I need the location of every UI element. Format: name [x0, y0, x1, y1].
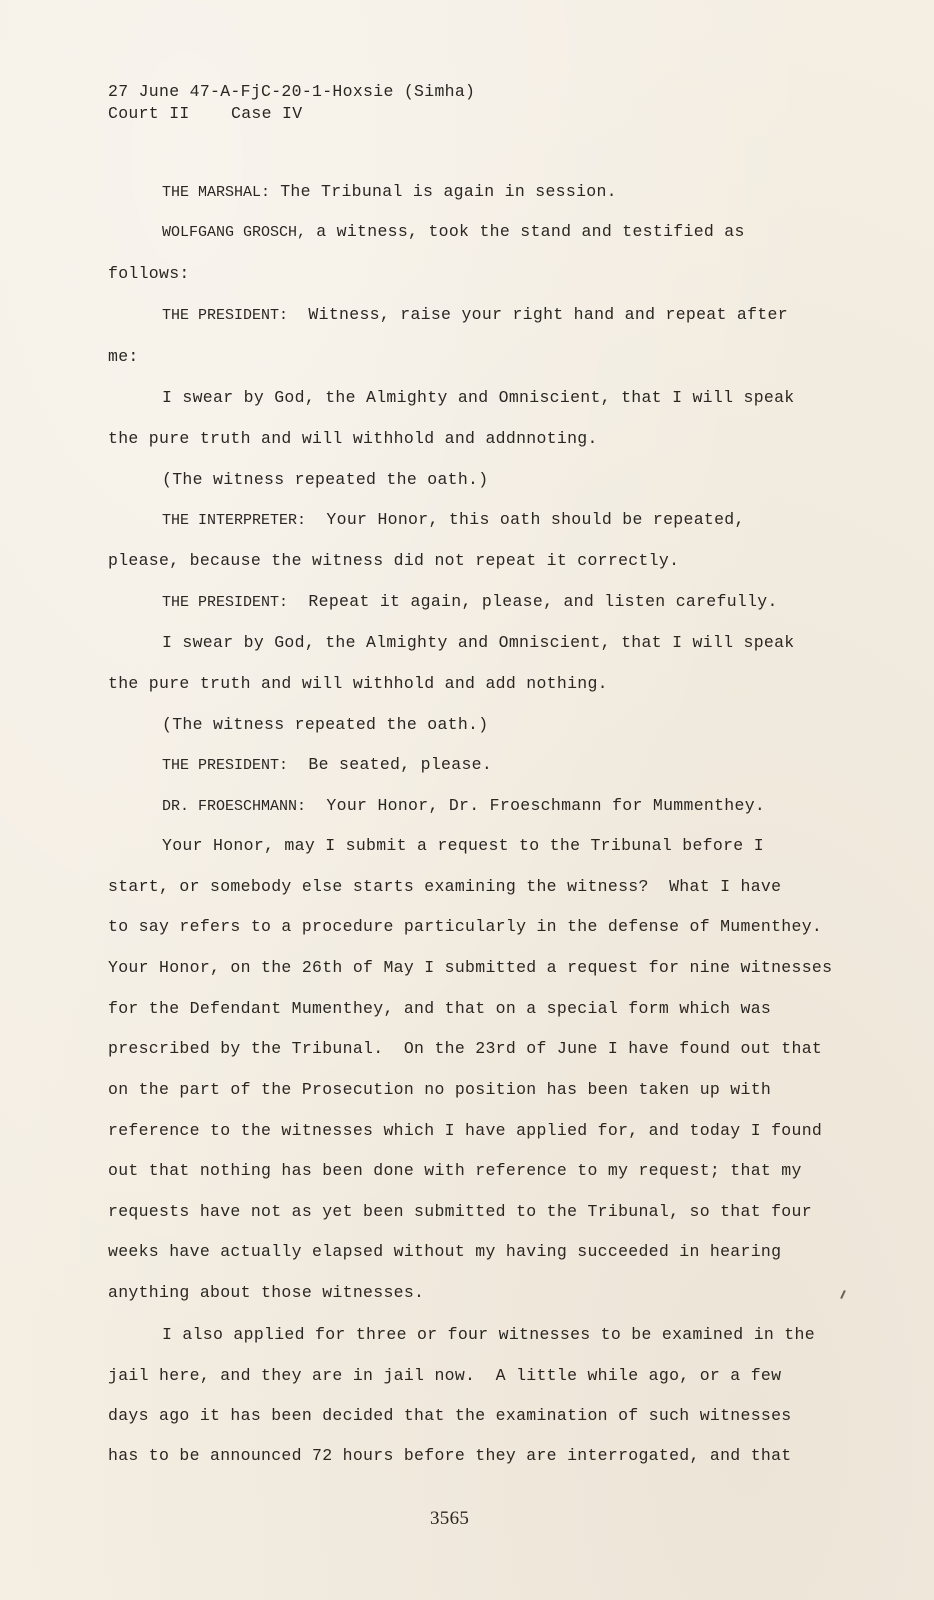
line-text: prescribed by the Tribunal. On the 23rd of June I have found out that	[108, 1039, 823, 1058]
line-text: requests have not as yet been submitted to the Tribunal, so that four	[108, 1202, 812, 1221]
line-text: (The witness repeated the oath.)	[162, 470, 489, 489]
transcript-line	[162, 796, 765, 817]
line-text: Your Honor, Dr. Froeschmann for Mummenthey.	[306, 796, 766, 815]
pen-mark	[840, 1290, 846, 1299]
line-text: Be seated, please.	[288, 755, 493, 774]
transcript-line	[162, 1325, 815, 1346]
transcript-line	[108, 1080, 771, 1101]
line-text: anything about those witnesses.	[108, 1283, 425, 1302]
line-text: Your Honor, may I submit a request to the Tribunal before I	[162, 836, 764, 855]
transcript-line	[108, 347, 139, 368]
transcript-line	[108, 1446, 792, 1467]
transcript-line	[108, 1039, 822, 1060]
speaker-label: THE PRESIDENT:	[162, 594, 289, 611]
line-text: reference to the witnesses which I have applied for, and today I found	[108, 1121, 823, 1140]
line-text: for the Defendant Mumenthey, and that on a special form which was	[108, 999, 772, 1018]
line-text: I swear by God, the Almighty and Omniscient, that I will speak	[162, 388, 795, 407]
line-text: please, because the witness did not repeat it correctly.	[108, 551, 680, 570]
header-line-1: 27 June 47-A-FjC-20-1-Hoxsie (Simha)	[108, 82, 476, 101]
line-text: the pure truth and will withhold and addnnoting.	[108, 429, 598, 448]
transcript-line	[162, 592, 778, 613]
transcript-line	[108, 674, 608, 695]
speaker-label: THE MARSHAL:	[162, 184, 271, 201]
line-text: days ago it has been decided that the examination of such witnesses	[108, 1406, 792, 1425]
speaker-label: THE PRESIDENT:	[162, 307, 289, 324]
transcript-line	[162, 510, 745, 531]
transcript-line	[162, 633, 795, 654]
transcript-line	[108, 264, 190, 285]
speaker-label: WOLFGANG GROSCH,	[162, 224, 307, 241]
transcript-line	[162, 836, 764, 857]
line-text: Repeat it again, please, and listen carefully.	[288, 592, 778, 611]
transcript-line	[108, 1242, 781, 1263]
transcript-line	[162, 388, 795, 409]
line-text: on the part of the Prosecution no position has been taken up with	[108, 1080, 772, 1099]
transcript-line	[108, 551, 679, 572]
transcript-line	[162, 755, 492, 776]
transcript-line	[162, 715, 488, 736]
transcript-line	[108, 999, 771, 1020]
line-text: (The witness repeated the oath.)	[162, 715, 489, 734]
transcript-line	[162, 182, 617, 203]
line-text: has to be announced 72 hours before they are interrogated, and that	[108, 1446, 792, 1465]
speaker-label: DR. FROESCHMANN:	[162, 798, 307, 815]
line-text: out that nothing has been done with reference to my request; that my	[108, 1161, 802, 1180]
line-text: to say refers to a procedure particularly in the defense of Mumenthey.	[108, 917, 823, 936]
transcript-line	[108, 1202, 812, 1223]
transcript-line	[108, 1406, 792, 1427]
line-text: a witness, took the stand and testified as	[306, 222, 745, 241]
speaker-label: THE INTERPRETER:	[162, 512, 307, 529]
line-text: Witness, raise your right hand and repeat after	[288, 305, 788, 324]
line-text: start, or somebody else starts examining the witness? What I have	[108, 877, 782, 896]
case-label: Case IV	[231, 104, 303, 123]
transcript-line	[108, 1161, 802, 1182]
transcript-line	[108, 958, 832, 979]
line-text: me:	[108, 347, 139, 366]
transcript-line	[108, 917, 822, 938]
line-text: Your Honor, on the 26th of May I submitted a request for nine witnesses	[108, 958, 833, 977]
transcript-line	[108, 877, 781, 898]
transcript-line	[108, 1366, 781, 1387]
speaker-label: THE PRESIDENT:	[162, 757, 289, 774]
transcript-line	[108, 429, 598, 450]
transcript-line	[108, 1283, 424, 1304]
line-text: the pure truth and will withhold and add nothing.	[108, 674, 608, 693]
line-text: jail here, and they are in jail now. A little while ago, or a few	[108, 1366, 782, 1385]
transcript-line	[162, 305, 788, 326]
transcript-line	[162, 222, 745, 243]
court-label: Court II	[108, 104, 190, 123]
transcript-line	[108, 1121, 822, 1142]
line-text: Your Honor, this oath should be repeated,	[306, 510, 745, 529]
line-text: follows:	[108, 264, 190, 283]
line-text: I also applied for three or four witnesses to be examined in the	[162, 1325, 815, 1344]
line-text: The Tribunal is again in session.	[270, 182, 617, 201]
page-number: 3565	[430, 1508, 470, 1529]
line-text: I swear by God, the Almighty and Omniscient, that I will speak	[162, 633, 795, 652]
transcript-line	[162, 470, 488, 491]
line-text: weeks have actually elapsed without my having succeeded in hearing	[108, 1242, 782, 1261]
